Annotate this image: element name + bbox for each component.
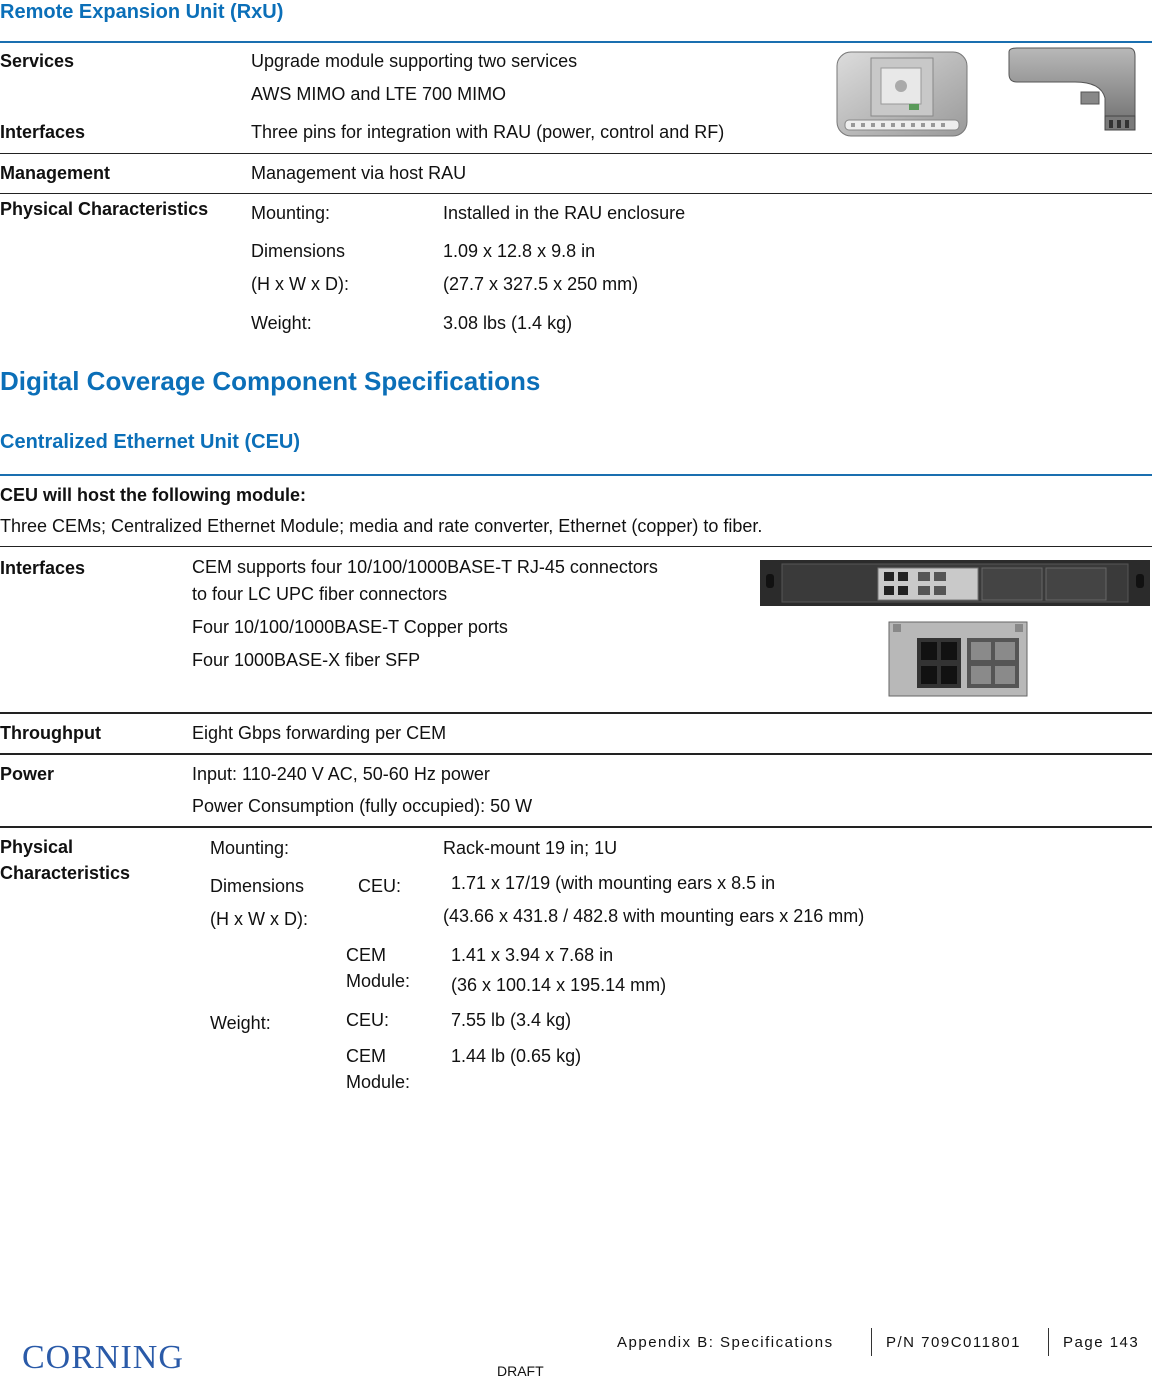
- ceu-dim-cem-value1: 1.41 x 3.94 x 7.68 in: [451, 945, 614, 965]
- ceu-mounting-label: Mounting:: [210, 838, 290, 858]
- ceu-chassis-photo: [760, 556, 1150, 610]
- rxu-interfaces-text: Three pins for integration with RAU (power, control and RF): [251, 122, 725, 142]
- ceu-interfaces-line2: to four LC UPC fiber connectors: [192, 584, 448, 604]
- ceu-host-text: Three CEMs; Centralized Ethernet Module; media and rate converter, Ethernet (copper) to fiber.: [0, 516, 763, 536]
- ceu-throughput-text: Eight Gbps forwarding per CEM: [192, 723, 447, 743]
- ceu-dimensions-label1: Dimensions: [210, 876, 305, 896]
- cem-module-photo: [887, 620, 1029, 698]
- rxu-dimensions-value2: (27.7 x 327.5 x 250 mm): [443, 274, 639, 294]
- rxu-dimensions-label1: Dimensions: [251, 241, 346, 261]
- ceu-dim-ceu-value2: (43.66 x 431.8 / 482.8 with mounting ears x 216 mm): [443, 906, 865, 926]
- footer-part-number: P/N 709C011801: [886, 1334, 1021, 1351]
- rxu-heading-rule: [0, 41, 1152, 43]
- ceu-heading: Centralized Ethernet Unit (CEU): [0, 431, 301, 453]
- footer-divider-2: [1048, 1328, 1049, 1356]
- ceu-weight-cem-value: 1.44 lb (0.65 kg): [451, 1046, 582, 1066]
- footer-divider-1: [871, 1328, 872, 1356]
- ceu-power-label: Power: [0, 764, 55, 784]
- ceu-rule-1: [0, 546, 1152, 547]
- ceu-weight-ceu-sub: CEU:: [346, 1010, 390, 1030]
- rxu-heading: Remote Expansion Unit (RxU): [0, 1, 284, 23]
- ceu-rule-4: [0, 826, 1152, 828]
- ceu-host-label: CEU will host the following module:: [0, 485, 306, 505]
- ceu-weight-label: Weight:: [210, 1013, 271, 1033]
- rxu-weight-label: Weight:: [251, 313, 312, 333]
- ceu-weight-ceu-value: 7.55 lb (3.4 kg): [451, 1010, 572, 1030]
- ceu-heading-rule: [0, 474, 1152, 476]
- ceu-dimensions-label2: (H x W x D):: [210, 909, 308, 929]
- ceu-dim-ceu-value1: 1.71 x 17/19 (with mounting ears x 8.5 in: [451, 873, 776, 893]
- ceu-phys-label2: Characteristics: [0, 863, 131, 883]
- rxu-rule-1: [0, 153, 1152, 154]
- dcc-heading: Digital Coverage Component Specifications: [0, 366, 541, 396]
- ceu-dim-ceu-sub: CEU:: [358, 876, 402, 896]
- rxu-mounting-label: Mounting:: [251, 203, 331, 223]
- rxu-rule-2: [0, 193, 1152, 194]
- footer-draft: DRAFT: [497, 1363, 544, 1379]
- ceu-rule-2: [0, 712, 1152, 714]
- rxu-weight-value: 3.08 lbs (1.4 kg): [443, 313, 573, 333]
- ceu-mounting-value: Rack-mount 19 in; 1U: [443, 838, 618, 858]
- rxu-mounting-value: Installed in the RAU enclosure: [443, 203, 686, 223]
- footer-section: Appendix B: Specifications: [617, 1334, 834, 1351]
- ceu-power-line1: Input: 110-240 V AC, 50-60 Hz power: [192, 764, 490, 784]
- ceu-dim-cem-value2: (36 x 100.14 x 195.14 mm): [451, 975, 667, 995]
- ceu-interfaces-line4: Four 1000BASE-X fiber SFP: [192, 650, 421, 670]
- rxu-phys-label: Physical Characteristics: [0, 199, 209, 219]
- ceu-dim-cem-sub1: CEM: [346, 945, 386, 965]
- rxu-dimensions-label2: (H x W x D):: [251, 274, 349, 294]
- corning-logo: CORNING: [22, 1339, 184, 1376]
- rxu-enclosure-photo: [1005, 46, 1139, 134]
- ceu-throughput-label: Throughput: [0, 723, 101, 743]
- rxu-dimensions-value1: 1.09 x 12.8 x 9.8 in: [443, 241, 596, 261]
- rxu-services-line2: AWS MIMO and LTE 700 MIMO: [251, 84, 507, 104]
- ceu-interfaces-line1: CEM supports four 10/100/1000BASE-T RJ-45 connectors: [192, 557, 658, 577]
- rxu-interfaces-label: Interfaces: [0, 122, 86, 142]
- ceu-rule-3: [0, 753, 1152, 755]
- ceu-weight-cem-sub2: Module:: [346, 1072, 411, 1092]
- rxu-services-label: Services: [0, 51, 75, 71]
- rxu-module-photo: [835, 48, 969, 140]
- rxu-management-text: Management via host RAU: [251, 163, 467, 183]
- rxu-services-line1: Upgrade module supporting two services: [251, 51, 578, 71]
- ceu-interfaces-label: Interfaces: [0, 558, 86, 578]
- footer-page: Page 143: [1063, 1334, 1140, 1351]
- ceu-dim-cem-sub2: Module:: [346, 971, 411, 991]
- rxu-management-label: Management: [0, 163, 111, 183]
- ceu-power-line2: Power Consumption (fully occupied): 50 W: [192, 796, 533, 816]
- ceu-interfaces-line3: Four 10/100/1000BASE-T Copper ports: [192, 617, 508, 637]
- ceu-phys-label1: Physical: [0, 837, 74, 857]
- ceu-weight-cem-sub1: CEM: [346, 1046, 386, 1066]
